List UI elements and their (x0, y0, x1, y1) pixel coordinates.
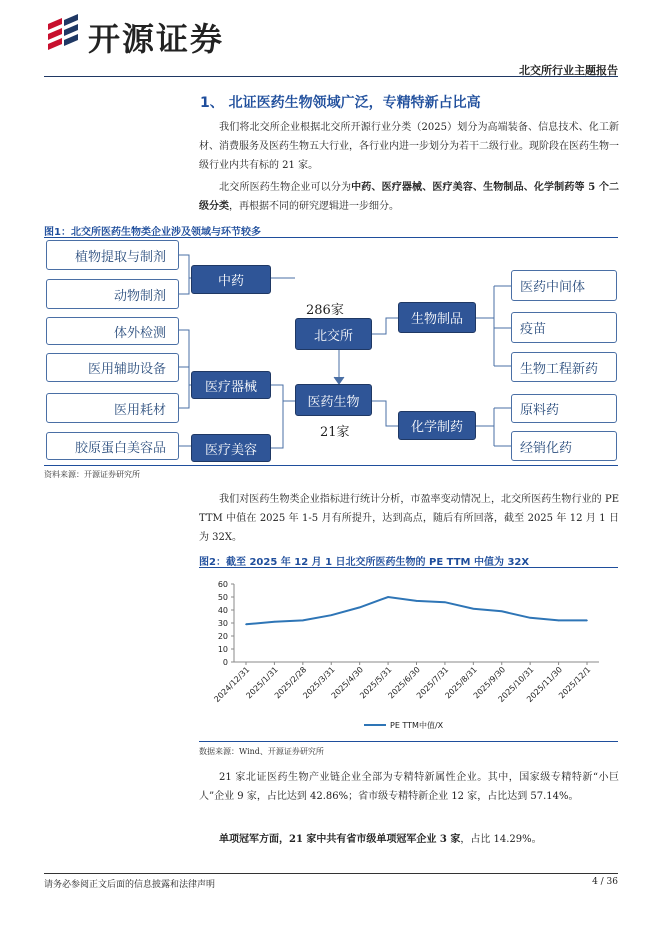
data-point (501, 611, 503, 613)
figure1-title: 图1：北交所医药生物类企业涉及领域与环节较多 (44, 227, 261, 238)
paragraph-3-text: 我们对医药生物类企业指标进行统计分析，市盈率变动情况上，北交所医药生物行业的 PE TTM 中值在 2025 年 1-5 月有所提升，达到高点，随后有所回落，截至 2025 年 12 月 1 日为 32X。 (199, 494, 619, 543)
figure2-title: 图2：截至 2025 年 12 月 1 日北交所医药生物的 PE TTM 中值为 32X (199, 557, 530, 568)
logo-text: 开源证券 (88, 20, 225, 58)
leaf-medical-aux-equipment: 医用辅助设备 (46, 353, 179, 382)
paragraph-1 (199, 118, 619, 175)
report-type: 北交所行业主题报告 (519, 64, 618, 77)
paragraph-2 (199, 178, 619, 216)
center-medicine-biology: 医药生物 (295, 384, 372, 416)
logo-mark-icon (44, 14, 86, 54)
section-heading: 1、 北证医药生物领域广泛，专精特新占比高 (200, 95, 481, 111)
data-point (444, 601, 446, 603)
data-point (245, 624, 247, 626)
paragraph-4-text: 21 家北证医药生物产业链企业全部为专精特新属性企业。其中，国家级专精特新“小巨人”企业 9 家，占比达到 42.86%；省市级专精特新企业 12 家，占比达到 57.14%。 (199, 772, 619, 802)
group-medical-device: 医疗器械 (191, 371, 271, 399)
logo (44, 14, 86, 54)
group-chemical-pharma: 化学制药 (398, 411, 476, 440)
x-tick-label: 2025/5/31 (358, 665, 394, 701)
header-divider (44, 76, 618, 77)
x-tick-label: 2025/12/1 (557, 665, 593, 701)
data-point (359, 607, 361, 609)
x-tick-label: 2025/4/30 (329, 665, 366, 701)
leaf-vaccine: 疫苗 (511, 312, 617, 343)
figure2-title-rule (199, 567, 618, 568)
figure1-bottom-rule (44, 465, 618, 466)
data-point (473, 608, 475, 610)
footer-divider (44, 873, 618, 874)
data-point (387, 596, 389, 598)
leaf-pharma-intermediate: 医药中间体 (511, 270, 617, 301)
x-tick-label: 2024/12/31 (212, 665, 252, 705)
data-point (274, 621, 276, 623)
figure2-bottom-rule (199, 741, 618, 742)
data-point (416, 600, 418, 602)
center-top-count: 286家 (306, 303, 344, 318)
paragraph-1-text: 我们将北交所企业根据北交所开源行业分类（2025）划分为高端装备、信息技术、化工新材、消费服务及医药生物五大行业，各行业内进一步划分为若干二级行业。现阶段在医药生物一级行业内共有标的 21 家。 (199, 122, 619, 171)
leaf-plant-extract: 植物提取与制剂 (46, 240, 179, 270)
center-mid-count: 21家 (320, 425, 350, 440)
paragraph-4 (199, 768, 619, 806)
y-tick-label: 50 (217, 593, 228, 602)
x-tick-label: 2025/11/30 (525, 665, 564, 705)
paragraph-2-text-a: 北交所医药生物企业可以分为 (219, 182, 352, 193)
data-point (302, 620, 304, 622)
y-tick-label: 0 (222, 658, 228, 667)
figure2-source: 数据来源：Wind、开源证券研究所 (199, 747, 324, 756)
page-number: 4 / 36 (592, 877, 618, 887)
x-tick-label: 2025/8/31 (443, 665, 479, 701)
y-tick-label: 20 (217, 632, 228, 641)
pe-ttm-chart (199, 570, 619, 740)
y-tick-label: 60 (217, 580, 228, 589)
figure1-source: 资料来源：开源证券研究所 (44, 470, 140, 479)
paragraph-2-bold: 中药、医疗器械、医疗美容、生物制品、化学制药等 5 个二级分类 (199, 182, 620, 212)
x-tick-label: 2025/1/31 (244, 665, 280, 701)
leaf-collagen-beauty: 胶原蛋白美容品 (46, 432, 179, 460)
data-point (330, 614, 332, 616)
footer-disclaimer: 请务必参阅正文后面的信息披露和法律声明 (44, 880, 216, 890)
paragraph-2-text-b: ，再根据不同的研究逻辑进一步细分。 (229, 201, 399, 212)
y-tick-label: 30 (217, 619, 228, 628)
group-medical-aesthetics: 医疗美容 (191, 434, 271, 462)
x-tick-label: 2025/9/30 (471, 665, 508, 701)
y-tick-label: 40 (217, 606, 228, 615)
paragraph-5-text: ，占比 14.29%。 (460, 834, 542, 845)
data-point (586, 620, 588, 622)
leaf-medical-consumables: 医用耗材 (46, 393, 179, 423)
paragraph-5-bold: 单项冠军方面，21 家中共有省市级单项冠军企业 3 家 (219, 834, 461, 845)
leaf-distributed-chemicals: 经销化药 (511, 431, 617, 461)
leaf-bioengineering-drug: 生物工程新药 (511, 352, 617, 382)
leaf-animal-preparation: 动物制剂 (46, 279, 179, 309)
paragraph-3 (199, 490, 619, 547)
leaf-ivd: 体外检测 (46, 317, 179, 345)
data-point (558, 620, 560, 622)
x-tick-label: 2025/10/31 (496, 665, 536, 705)
group-tcm: 中药 (191, 265, 271, 294)
paragraph-5 (199, 830, 619, 849)
x-tick-label: 2025/6/30 (386, 665, 422, 701)
data-point (529, 617, 531, 619)
y-tick-label: 10 (217, 645, 228, 654)
x-tick-label: 2025/7/31 (414, 665, 451, 701)
x-tick-label: 2025/2/28 (272, 665, 309, 701)
figure1-diagram (44, 238, 618, 464)
group-biologics: 生物制品 (398, 302, 476, 333)
legend-label: PE TTM中值/X (390, 721, 444, 730)
center-bse: 北交所 (295, 318, 372, 350)
x-tick-label: 2025/3/31 (301, 665, 337, 701)
leaf-api: 原料药 (511, 394, 617, 423)
